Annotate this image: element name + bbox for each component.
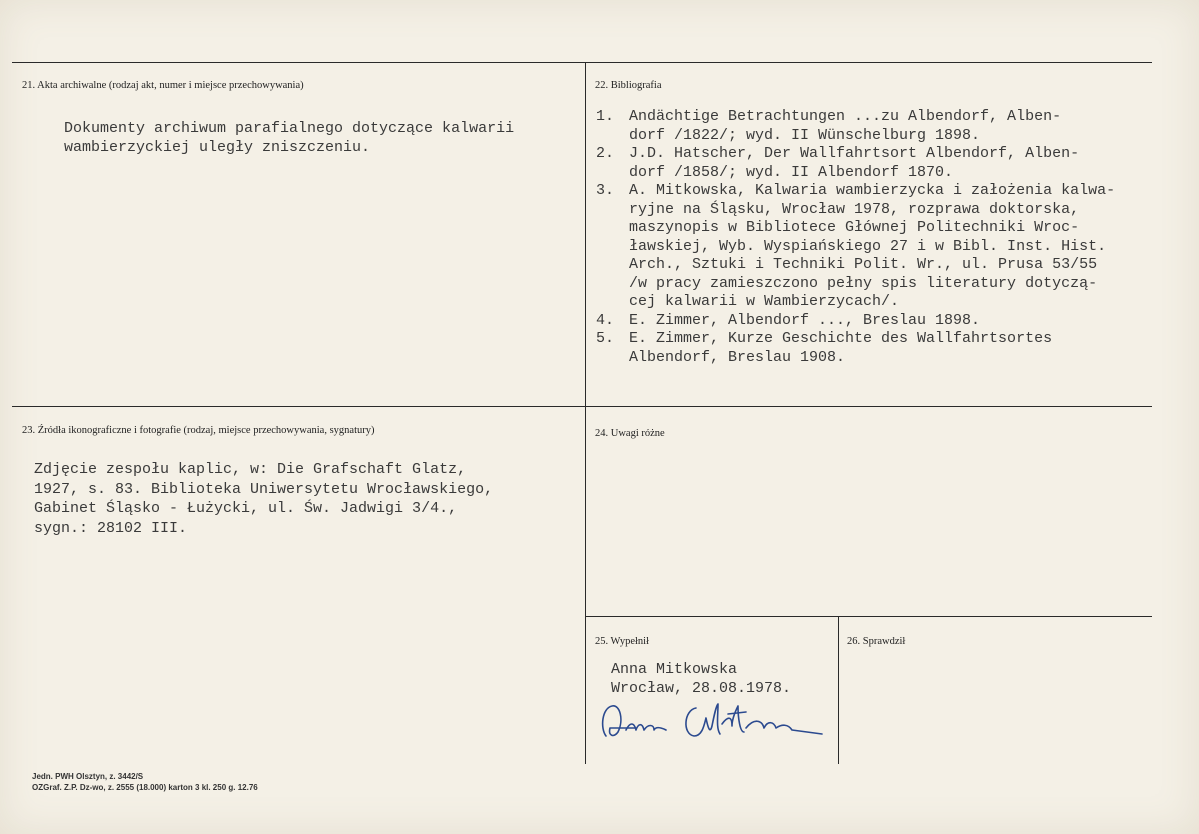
bibliography-item xyxy=(596,312,1115,331)
handwritten-signature xyxy=(596,698,836,748)
top-rule xyxy=(12,62,1152,63)
section-21-text: Dokumenty archiwum parafialnego dotyczące kalwarii wambierzyckiej uległy zniszczeniu. xyxy=(64,120,515,156)
bibliography-item-number: 4. xyxy=(596,311,615,329)
section-23-label: 23. Źródła ikonograficzne i fotografie (rodzaj, miejsce przechowywania, sygnatury) xyxy=(22,425,375,436)
center-divider xyxy=(585,62,586,764)
bibliography-item-text: A. Mitkowska, Kalwaria wambierzycka i założenia kalwa- ryjne na Śląsku, Wrocław 1978, rozprawa doktorska, maszynopis w Bibliotece Głównej Politechniki Wroc- ławskiej, Wyb. Wyspiańskiego 27 i w Bibl. Inst. Hist. Arch., Sztuki i Techniki Polit. Wr., ul. Prusa 53/55 /w pracy zamieszczono pełny spis literatury dotyczą- cej kalwarii w Wambierzycach/. xyxy=(629,182,1116,310)
section-22-label: 22. Bibliografia xyxy=(595,80,662,91)
bibliography-item xyxy=(596,108,1115,145)
bibliography-item-text: J.D. Hatscher, Der Wallfahrtsort Albendorf, Alben- dorf /1858/; wyd. II Albendorf 1870. xyxy=(629,145,1080,181)
bibliography-item xyxy=(596,182,1115,312)
bibliography-item-number: 2. xyxy=(596,145,615,162)
section-24-label: 24. Uwagi różne xyxy=(595,428,665,439)
section-25-text: Anna Mitkowska Wrocław, 28.08.1978. xyxy=(611,661,792,697)
bibliography-list xyxy=(596,108,1115,367)
bibliography-item-number: 5. xyxy=(596,330,615,347)
bibliography-item-number: 3. xyxy=(596,182,615,199)
middle-rule xyxy=(12,406,1152,407)
section-21-label: 21. Akta archiwalne (rodzaj akt, numer i miejsce przechowywania) xyxy=(22,80,304,91)
bibliography-item-text: E. Zimmer, Kurze Geschichte des Wallfahrtsortes Albendorf, Breslau 1908. xyxy=(629,330,1053,366)
bibliography-item xyxy=(596,330,1115,367)
bibliography-item-text: E. Zimmer, Albendorf ..., Breslau 1898. xyxy=(629,311,981,329)
section-23-text: Zdjęcie zespołu kaplic, w: Die Grafschaft Glatz, 1927, s. 83. Biblioteka Uniwersytetu Wrocławskiego, Gabinet Śląsko - Łużycki, ul. Św. Jadwigi 3/4., sygn.: 28102 III. xyxy=(34,461,494,537)
bibliography-item-number: 1. xyxy=(596,108,615,125)
bibliography-item-text: Andächtige Betrachtungen ...zu Albendorf, Alben- dorf /1822/; wyd. II Wünschelburg 1898. xyxy=(629,108,1062,144)
footer-line-1: Jedn. PWH Olsztyn, z. 3442/S xyxy=(32,772,144,781)
bibliography-item xyxy=(596,145,1115,182)
section-26-label: 26. Sprawdził xyxy=(847,636,906,647)
section-25-label: 25. Wypełnił xyxy=(595,636,650,647)
signature-rule xyxy=(585,616,1152,617)
footer-line-2: OZGraf. Z.P. Dz-wo, z. 2555 (18.000) karton 3 kl. 250 g. 12.76 xyxy=(32,783,258,792)
signature-divider xyxy=(838,616,839,764)
